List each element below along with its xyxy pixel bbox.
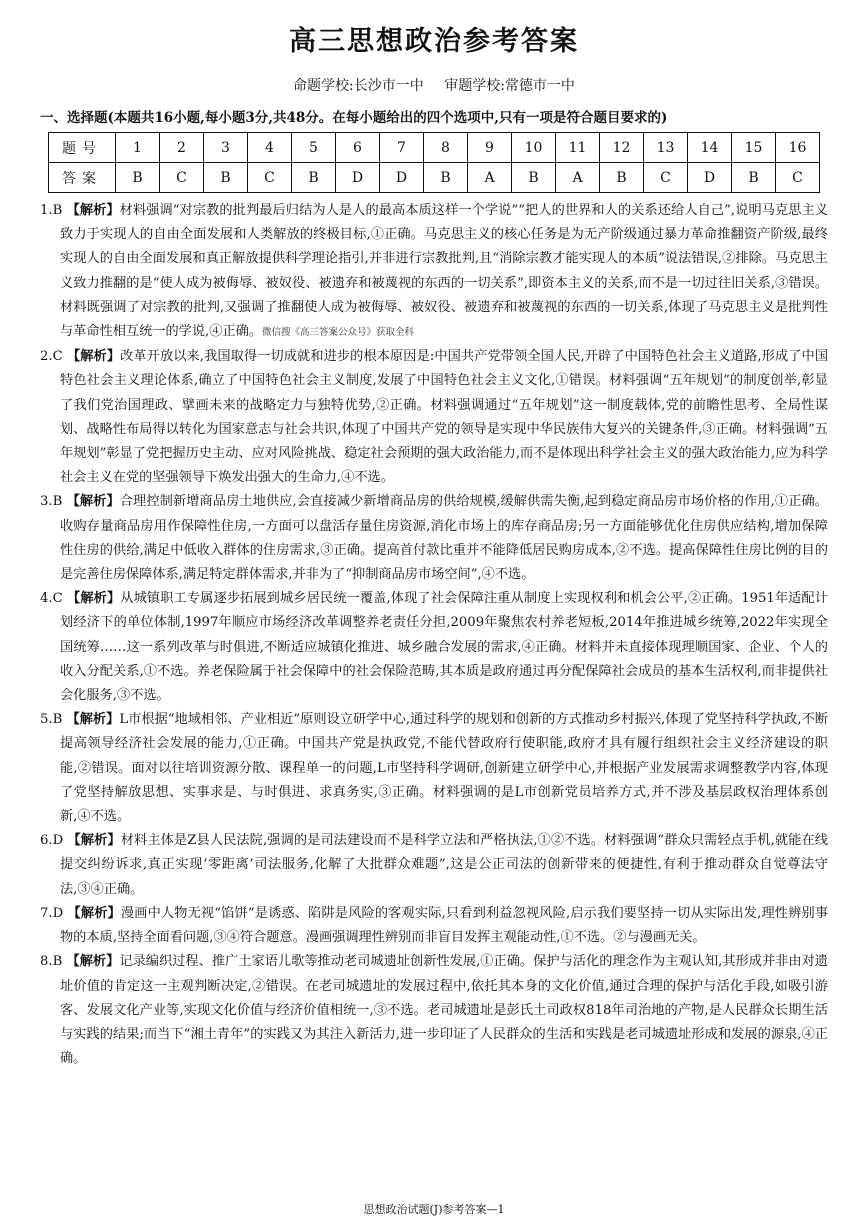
answer-cell: B <box>600 163 644 193</box>
analysis-text: 记录编织过程、推广土家语儿歌等推动老司城遗址创新性发展,①正确。保护与活化的理念作为主观认知,其形成并非由对遗址价值的肯定这一主观判断决定,②错误。在老司城遗址的发展过程中,依托其本身的文化价值,通过合理的保护与活化手段,如吸引游客、发展文化产业等,实现文化价值与经济价值相统一,③不选。老司城遗址是彭氏土司政权818年司治地的产物,是人民群众长期生活与实践的结果;而当下“湘土青年”的实践又为其注入新活力,进一步印证了人民群众的生活和实践是老司城遗址形成和发展的源泉,④正确。 <box>60 954 828 1067</box>
answer-cell: C <box>160 163 204 193</box>
analysis-text: 从城镇职工专属逐步拓展到城乡居民统一覆盖,体现了社会保障注重从制度上实现权利和机会公平,②正确。1951年适配计划经济下的单位体制,1997年顺应市场经济改革调整养老责任分担,2009年聚焦农村养老短板,2014年推进城乡统筹,2022年实现全国统筹……这一系列改革与时俱进,不断适应城镇化推进、城乡融合发展的需求,④正确。材料并未直接体现理顺国家、企业、个人的收入分配关系,①不选。养老保险属于社会保障中的社会保险范畴,其本质是政府通过再分配保障社会成员的基本生活权利,而非提供社会化服务,③不选。 <box>60 591 828 704</box>
analysis-tag: 【解析】 <box>66 494 120 510</box>
explanation-item <box>40 708 828 829</box>
analysis-tag: 【解析】 <box>67 591 121 607</box>
question-number-cell: 13 <box>644 133 688 163</box>
analysis-text: 改革开放以来,我国取得一切成就和进步的根本原因是:中国共产党带领全国人民,开辟了中国特色社会主义道路,形成了中国特色社会主义理论体系,确立了中国特色社会主义制度,发展了中国特色社会主义文化,①错误。材料强调“五年规划”的制度创举,彰显了我们党治国理政、擘画未来的战略定力与独特优势,②正确。材料强调通过“五年规划”这一制度载体,党的前瞻性思考、全局性谋划、战略性布局得以转化为国家意志与社会共识,体现了中国共产党的领导是实现中华民族伟大复兴的关键条件,③正确。材料强调“五年规划”彰显了党把握历史主动、应对风险挑战、稳定社会预期的强大政治能力,而不是体现出科学社会主义的强大政治能力,应为科学社会主义在党的坚强领导下焕发出强大的生命力,④不选。 <box>60 349 829 486</box>
answer-cell: D <box>688 163 732 193</box>
analysis-text: 材料强调“对宗教的批判最后归结为人是人的最高本质这样一个学说”“把人的世界和人的关系还给人自己”,说明马克思主义致力于实现人的自由全面发展和人类解放的终极目标,①正确。马克思主义的核心任务是为无产阶级通过暴力革命推翻资产阶级,最终实现人的自由全面发展和真正解放提供科学理论指引,并非进行宗教批判,且“消除宗教才能实现人的本质”说法错误,②排除。马克思主义致力推翻的是“使人成为被侮辱、被奴役、被遗弃和被蔑视的东西的一切关系”,即资本主义的关系,而不是一切过往旧关系,③错误。材料既强调了对宗教的批判,又强调了推翻使人成为被侮辱、被奴役、被遗弃和被蔑视的东西的一切关系,体现了马克思主义是批判性与革命性相互统一的学说,④正确。 <box>60 203 829 340</box>
explanation-item <box>40 587 828 708</box>
question-answer-label: 8.B <box>40 954 63 970</box>
section-heading: 一、选择题(本题共16小题,每小题3分,共48分。在每小题给出的四个选项中,只有一项是符合题目要求的) <box>40 110 668 126</box>
question-answer-label: 5.B <box>40 712 63 728</box>
explanation-item <box>40 902 828 950</box>
answer-row <box>49 163 820 193</box>
question-answer-label: 3.B <box>40 494 63 510</box>
analysis-tag: 【解析】 <box>66 203 120 218</box>
explanation-list <box>40 199 828 1071</box>
question-answer-label: 7.D <box>40 905 64 921</box>
question-number-cell: 15 <box>732 133 776 163</box>
answer-cell: C <box>776 163 820 193</box>
question-number-cell: 14 <box>688 133 732 163</box>
explanation-item <box>40 345 828 490</box>
answer-cell: B <box>292 163 336 193</box>
question-answer-label: 2.C <box>40 349 63 365</box>
analysis-tag: 【解析】 <box>67 905 121 921</box>
answer-cell: B <box>424 163 468 193</box>
explanation-item <box>40 950 828 1071</box>
question-number-cell: 8 <box>424 133 468 163</box>
analysis-text: L市根据“地域相邻、产业相近”原则设立研学中心,通过科学的规划和创新的方式推动乡村振兴,体现了党坚持科学执政,不断提高领导经济社会发展的能力,①正确。中国共产党是执政党,不能代替政府行使职能,政府才具有履行组织社会主义经济建设的职能,②错误。面对以往培训资源分散、课程单一的问题,L市坚持科学调研,创新建立研学中心,并根据产业发展需求调整教学内容,体现了党坚持解放思想、实事求是、与时俱进、求真务实,③正确。材料强调的是L市创新党员培养方式,并不涉及基层政权治理体系创新,④不选。 <box>60 712 828 825</box>
explanation-item <box>40 199 828 345</box>
question-number-cell: 6 <box>336 133 380 163</box>
page-footer: 思想政治试题(J)参考答案—1 <box>363 1203 505 1216</box>
answer-cell: A <box>556 163 600 193</box>
answer-cell: B <box>732 163 776 193</box>
answer-cell: C <box>644 163 688 193</box>
analysis-tag: 【解析】 <box>66 954 120 970</box>
analysis-text: 材料主体是Z县人民法院,强调的是司法建设而不是科学立法和严格执法,①②不选。材料强调“群众只需轻点手机,就能在线提交纠纷诉求,真正实现‘零距离’司法服务,化解了大批群众难题”,这是公正司法的创新带来的便捷性,有利于推动群众自觉尊法守法,③④正确。 <box>60 833 828 897</box>
watermark-note: 微信搜《高三答案公众号》获取全科 <box>262 327 415 339</box>
row-label-number: 题号 <box>49 133 116 163</box>
question-answer-label: 4.C <box>40 591 63 607</box>
analysis-text: 漫画中人物无视“馅饼”是诱惑、陷阱是风险的客观实际,只看到利益忽视风险,启示我们要坚持一切从实际出发,理性辨别事物的本质,坚持全面看问题,③④符合题意。漫画强调理性辨别而非盲目发挥主观能动性,①不选。②与漫画无关。 <box>60 905 829 946</box>
analysis-tag: 【解析】 <box>66 349 121 365</box>
question-answer-label: 6.D <box>40 833 64 849</box>
question-number-row <box>49 133 820 163</box>
question-number-cell: 9 <box>468 133 512 163</box>
explanation-item <box>40 829 828 902</box>
answer-cell: D <box>380 163 424 193</box>
question-answer-label: 1.B <box>40 203 63 218</box>
answer-cell: B <box>512 163 556 193</box>
analysis-tag: 【解析】 <box>67 833 121 849</box>
answer-cell: A <box>468 163 512 193</box>
question-number-cell: 16 <box>776 133 820 163</box>
question-number-cell: 5 <box>292 133 336 163</box>
question-number-cell: 12 <box>600 133 644 163</box>
reviewer-school: 审题学校:常德市一中 <box>444 78 575 94</box>
question-number-cell: 11 <box>556 133 600 163</box>
school-info <box>40 76 828 96</box>
answer-cell: D <box>336 163 380 193</box>
question-number-cell: 10 <box>512 133 556 163</box>
proposer-school: 命题学校:长沙市一中 <box>293 78 424 94</box>
answer-table <box>48 132 820 193</box>
analysis-tag: 【解析】 <box>66 712 120 728</box>
question-number-cell: 3 <box>204 133 248 163</box>
answer-cell: C <box>248 163 292 193</box>
answer-cell: B <box>204 163 248 193</box>
question-number-cell: 1 <box>116 133 160 163</box>
question-number-cell: 2 <box>160 133 204 163</box>
analysis-text: 合理控制新增商品房土地供应,会直接减少新增商品房的供给规模,缓解供需失衡,起到稳定商品房市场价格的作用,①正确。收购存量商品房用作保障性住房,一方面可以盘活存量住房资源,消化市场上的库存商品房;另一方面能够优化住房供应结构,增加保障性住房的供给,满足中低收入群体的住房需求,③正确。提高首付款比重并不能降低居民购房成本,②不选。提高保障性住房比例的目的是完善住房保障体系,满足特定群体需求,并非为了“抑制商品房市场空间”,④不选。 <box>60 494 828 583</box>
question-number-cell: 4 <box>248 133 292 163</box>
row-label-answer: 答案 <box>49 163 116 193</box>
answer-cell: B <box>116 163 160 193</box>
page-title: 高三思想政治参考答案 <box>289 26 579 57</box>
question-number-cell: 7 <box>380 133 424 163</box>
explanation-item <box>40 490 828 587</box>
